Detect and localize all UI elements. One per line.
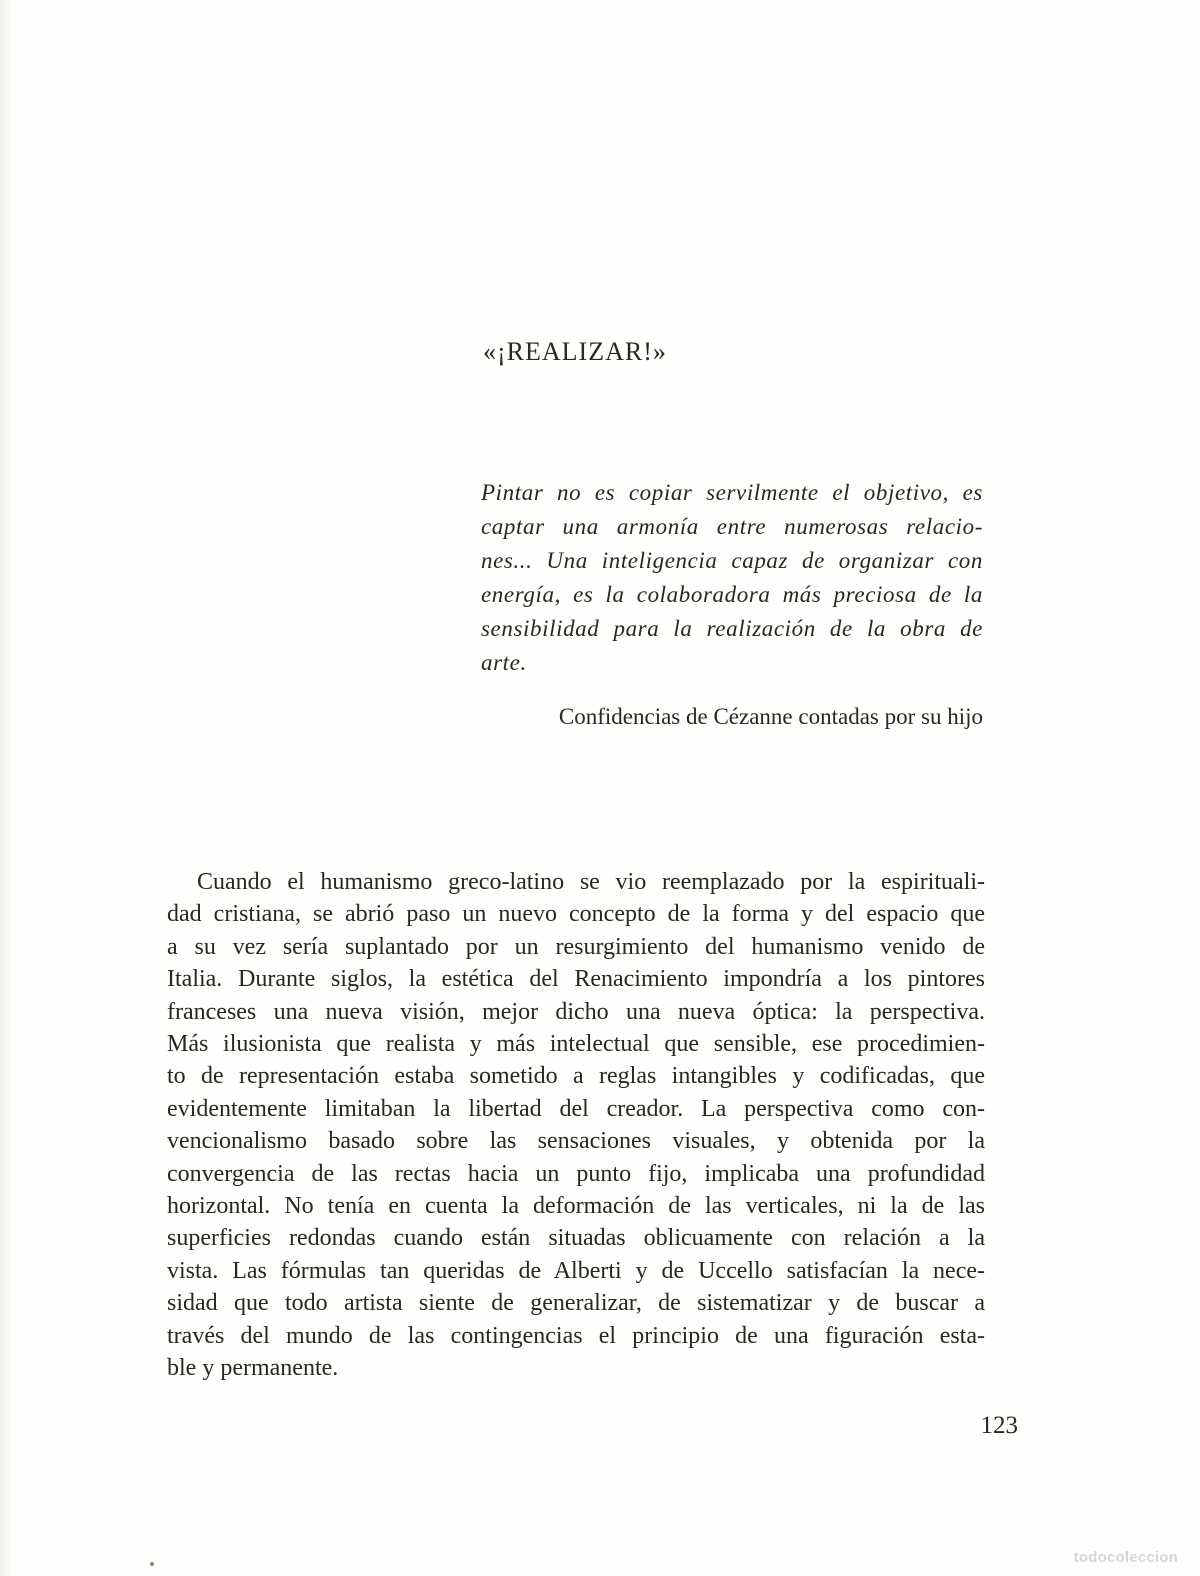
body-line: superficies redondas cuando están situadas oblicuamente con relación a la: [167, 1225, 985, 1252]
body-line: ble y permanente.: [167, 1355, 339, 1382]
body-line: dad cristiana, se abrió paso un nuevo concepto de la forma y del espacio que: [167, 901, 985, 928]
body-line: vencionalismo basado sobre las sensaciones visuales, y obtenida por la: [167, 1128, 985, 1155]
page-gutter: [0, 0, 10, 1576]
epigraph-line: Pintar no es copiar servilmente el objetivo, es: [481, 480, 983, 505]
body-line: sidad que todo artista siente de generalizar, de sistematizar y de buscar a: [167, 1290, 985, 1317]
epigraph-line: nes... Una inteligencia capaz de organizar con: [481, 548, 983, 573]
page-number: 123: [980, 1412, 1018, 1439]
watermark: todocoleccion: [1073, 1549, 1178, 1566]
body-line: convergencia de las rectas hacia un punto fijo, implicaba una profundidad: [167, 1160, 985, 1187]
body-line: Más ilusionista que realista y más intelectual que sensible, ese procedimien-: [167, 1031, 985, 1058]
body-line: vista. Las fórmulas tan queridas de Alberti y de Uccello satisfacían la nece-: [167, 1257, 985, 1284]
body-paragraph: [167, 866, 985, 1385]
scan-speck: [150, 1562, 154, 1566]
body-line: Cuando el humanismo greco-latino se vio reemplazado por la espirituali-: [197, 869, 985, 895]
chapter-title: «¡REALIZAR!»: [483, 337, 667, 366]
body-line: Italia. Durante siglos, la estética del Renacimiento impondría a los pintores: [167, 966, 985, 993]
epigraph-line: energía, es la colaboradora más preciosa de la: [481, 582, 983, 607]
body-line: to de representación estaba sometido a reglas intangibles y codificadas, que: [167, 1063, 985, 1090]
epigraph-source: Confidencias de Cézanne contadas por su hijo: [558, 704, 983, 729]
epigraph-line: arte.: [481, 650, 527, 675]
epigraph-line: sensibilidad para la realización de la obra de: [481, 616, 983, 641]
body-line: franceses una nueva visión, mejor dicho una nueva óptica: la perspectiva.: [167, 998, 985, 1025]
epigraph-line: captar una armonía entre numerosas relacio-: [481, 514, 983, 539]
body-line: horizontal. No tenía en cuenta la deformación de las verticales, ni la de las: [167, 1193, 985, 1220]
body-line: a su vez sería suplantado por un resurgimiento del humanismo venido de: [167, 933, 985, 960]
body-line: evidentemente limitaban la libertad del creador. La perspectiva como con-: [167, 1095, 985, 1122]
body-line: través del mundo de las contingencias el principio de una figuración esta-: [167, 1322, 985, 1349]
epigraph-quote: [481, 476, 983, 680]
